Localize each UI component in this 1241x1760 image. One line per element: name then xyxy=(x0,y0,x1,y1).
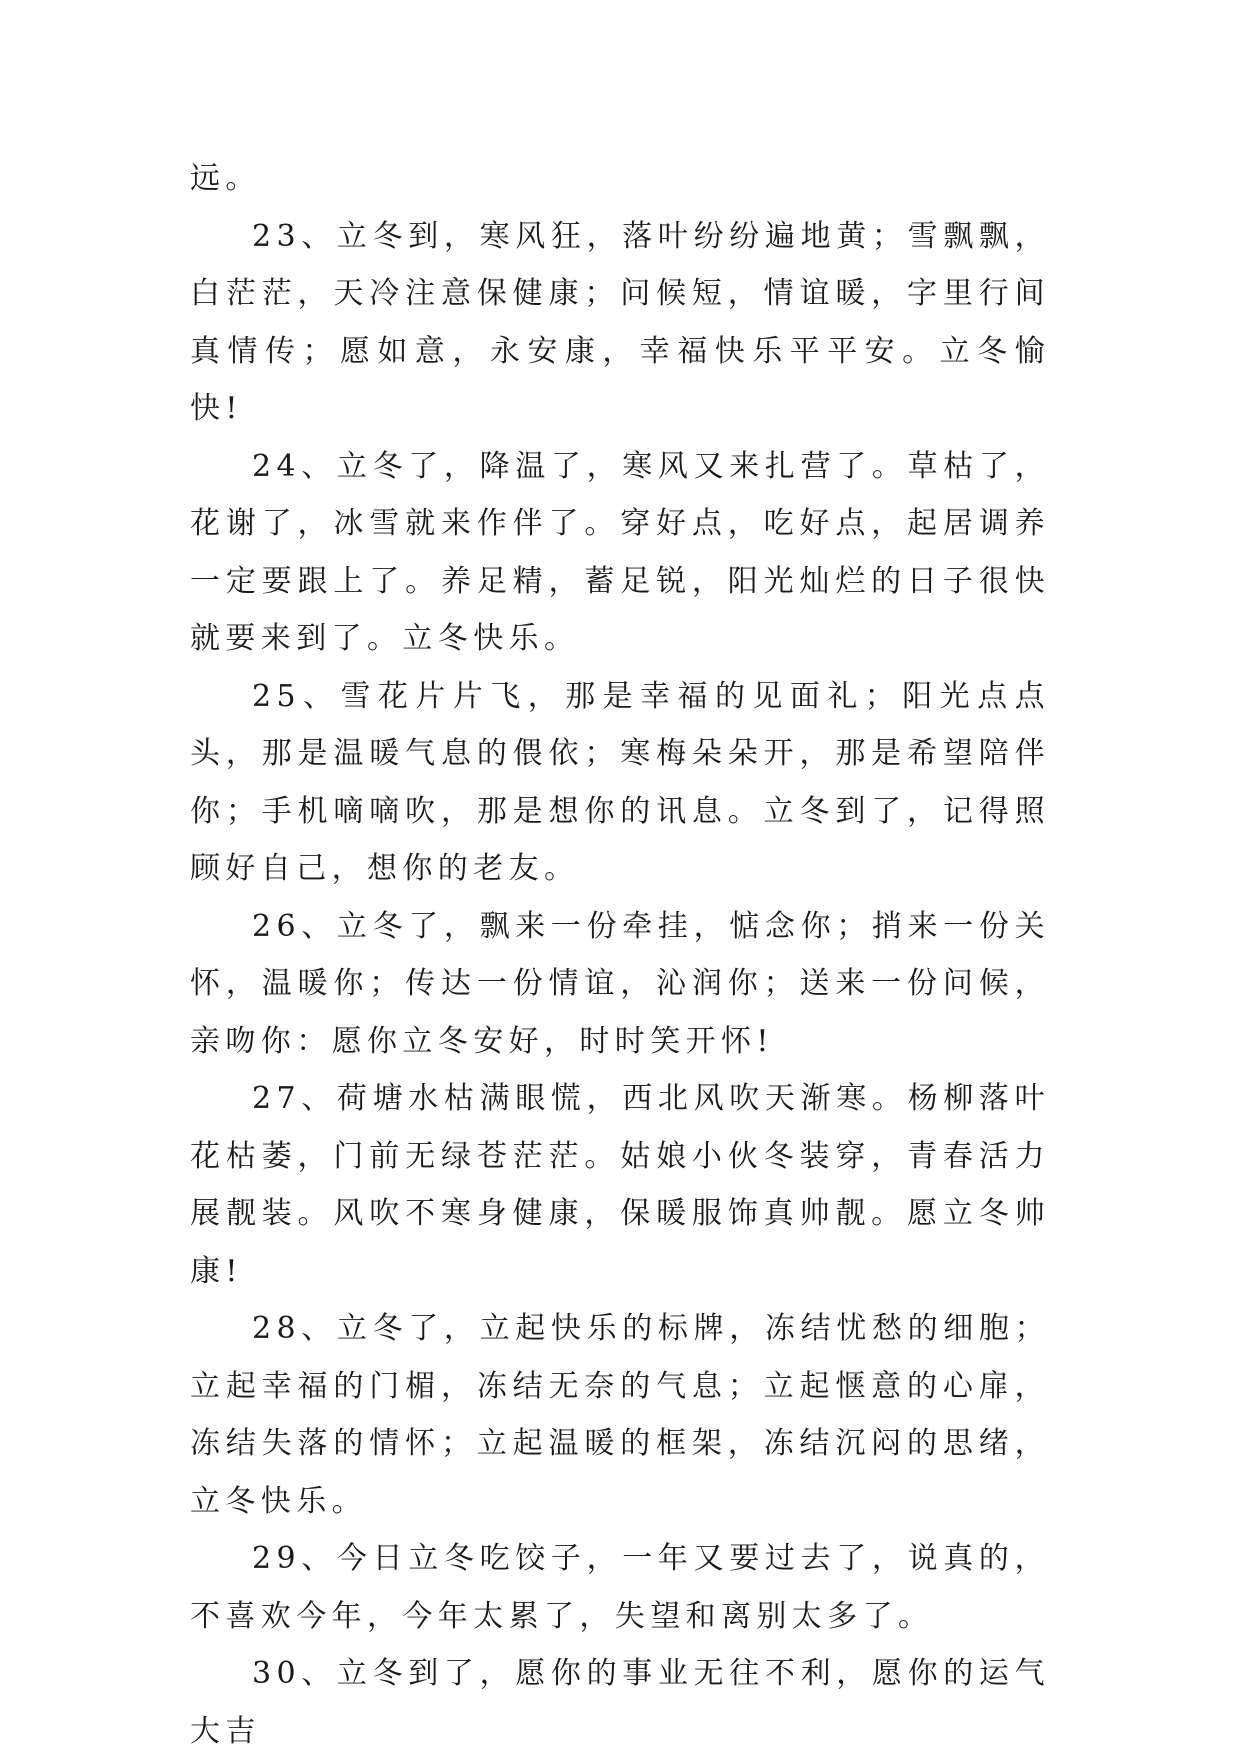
paragraph-24: 24、立冬了，降温了，寒风又来扎营了。草枯了，花谢了，冰雪就来作伴了。穿好点，吃好点，起居调养一定要跟上了。养足精，蓄足锐，阳光灿烂的日子很快就要来到了。立冬快乐。 xyxy=(190,448,1050,656)
paragraph-29: 29、今日立冬吃饺子，一年又要过去了，说真的，不喜欢今年，今年太累了，失望和离别太多了。 xyxy=(190,1541,1050,1634)
paragraph-25: 25、雪花片片飞，那是幸福的见面礼；阳光点点头，那是温暖气息的偎依；寒梅朵朵开，那是希望陪伴你；手机嘀嘀吹，那是想你的讯息。立冬到了，记得照顾好自己，想你的老友。 xyxy=(190,678,1050,886)
document-page xyxy=(190,150,1050,1760)
paragraph-26: 26、立冬了，飘来一份牵挂，惦念你；捎来一份关怀，温暖你；传达一份情谊，沁润你；送来一份问候，亲吻你：愿你立冬安好，时时笑开怀! xyxy=(190,908,1050,1059)
paragraph-continuation: 远。 xyxy=(190,161,261,196)
paragraph-30: 30、立冬到了，愿你的事业无往不利，愿你的运气大吉 xyxy=(190,1656,1050,1749)
paragraph-28: 28、立冬了，立起快乐的标牌，冻结忧愁的细胞；立起幸福的门楣，冻结无奈的气息；立起惬意的心扉，冻结失落的情怀；立起温暖的框架，冻结沉闷的思绪，立冬快乐。 xyxy=(190,1311,1050,1519)
paragraph-27: 27、荷塘水枯满眼慌，西北风吹天渐寒。杨柳落叶花枯萎，门前无绿苍茫茫。姑娘小伙冬装穿，青春活力展靓装。风吹不寒身健康，保暖服饰真帅靓。愿立冬帅康! xyxy=(190,1081,1050,1289)
paragraph-23: 23、立冬到，寒风狂，落叶纷纷遍地黄；雪飘飘，白茫茫，天冷注意保健康；问候短，情谊暖，字里行间真情传；愿如意，永安康，幸福快乐平平安。立冬愉快! xyxy=(190,218,1050,426)
